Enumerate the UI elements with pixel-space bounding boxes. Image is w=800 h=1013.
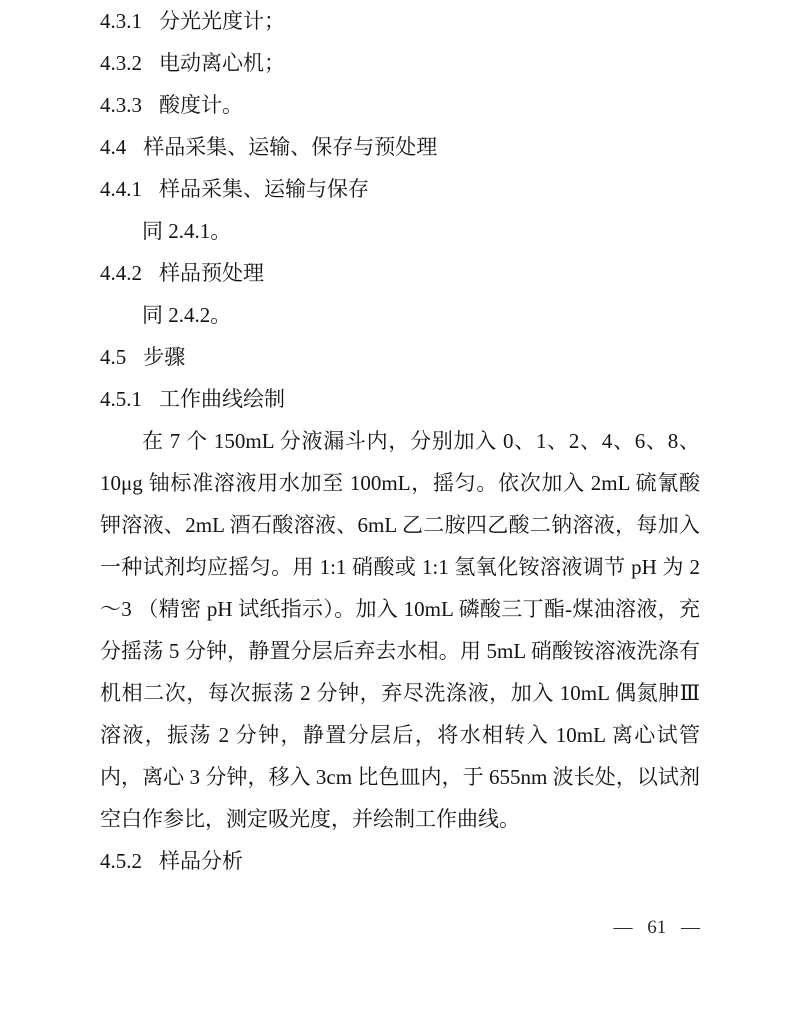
section-number: 4.5 (100, 345, 127, 369)
section-number: 4.3.1 (100, 9, 142, 33)
section-number: 4.3.3 (100, 93, 142, 117)
section-heading-4-4 (100, 126, 700, 168)
document-content (100, 0, 700, 882)
procedure-paragraph: 在 7 个 150mL 分液漏斗内，分别加入 0、1、2、4、6、8、10μg 铀标准溶液用水加至 100mL，摇匀。依次加入 2mL 硫氰酸钾溶液、2mL 酒石酸溶液、6mL 乙二胺四乙酸二钠溶液，每加入一种试剂均应摇匀。用 1:1 硝酸或 1:1 氢氧化铵溶液调节 pH 为 2～3 （精密 pH 试纸指示）。加入 10mL 磷酸三丁酯-煤油溶液，充分摇荡 5 分钟，静置分层后弃去水相。用 5mL 硝酸铵溶液洗涤有机相二次，每次振荡 2 分钟，弃尽洗涤液，加入 10mL 偶氮胂Ⅲ溶液，振荡 2 分钟，静置分层后，将水相转入 10mL 离心试管内，离心 3 分钟，移入 3cm 比色皿内，于 655nm 波长处，以试剂空白作参比，测定吸光度，并绘制工作曲线。 (100, 429, 700, 831)
section-number: 4.4 (100, 135, 127, 159)
section-title: 酸度计。 (159, 93, 243, 117)
section-number: 4.3.2 (100, 51, 142, 75)
section-title: 样品分析 (159, 849, 243, 873)
section-heading-4-4-1 (100, 168, 700, 210)
section-number: 4.5.2 (100, 849, 142, 873)
section-heading-4-4-2 (100, 252, 700, 294)
section-heading-4-3-3 (100, 84, 700, 126)
section-title: 样品采集、运输与保存 (159, 177, 369, 201)
section-title: 工作曲线绘制 (159, 387, 285, 411)
reference-line: 同 2.4.2。 (142, 303, 232, 327)
reference-line: 同 2.4.1。 (142, 219, 232, 243)
section-title: 步骤 (143, 345, 186, 369)
section-title: 样品预处理 (159, 261, 264, 285)
section-title: 样品采集、运输、保存与预处理 (143, 135, 438, 159)
section-heading-4-5-2 (100, 840, 700, 882)
section-heading-4-3-2 (100, 42, 700, 84)
section-heading-4-5 (100, 336, 700, 378)
section-heading-4-5-1 (100, 378, 700, 420)
section-number: 4.4.1 (100, 177, 142, 201)
section-title: 分光光度计； (159, 9, 285, 33)
section-number: 4.4.2 (100, 261, 142, 285)
page-number: — 61 — (613, 917, 700, 938)
section-heading-4-3-1 (100, 0, 700, 42)
section-number: 4.5.1 (100, 387, 142, 411)
section-title: 电动离心机； (159, 51, 285, 75)
